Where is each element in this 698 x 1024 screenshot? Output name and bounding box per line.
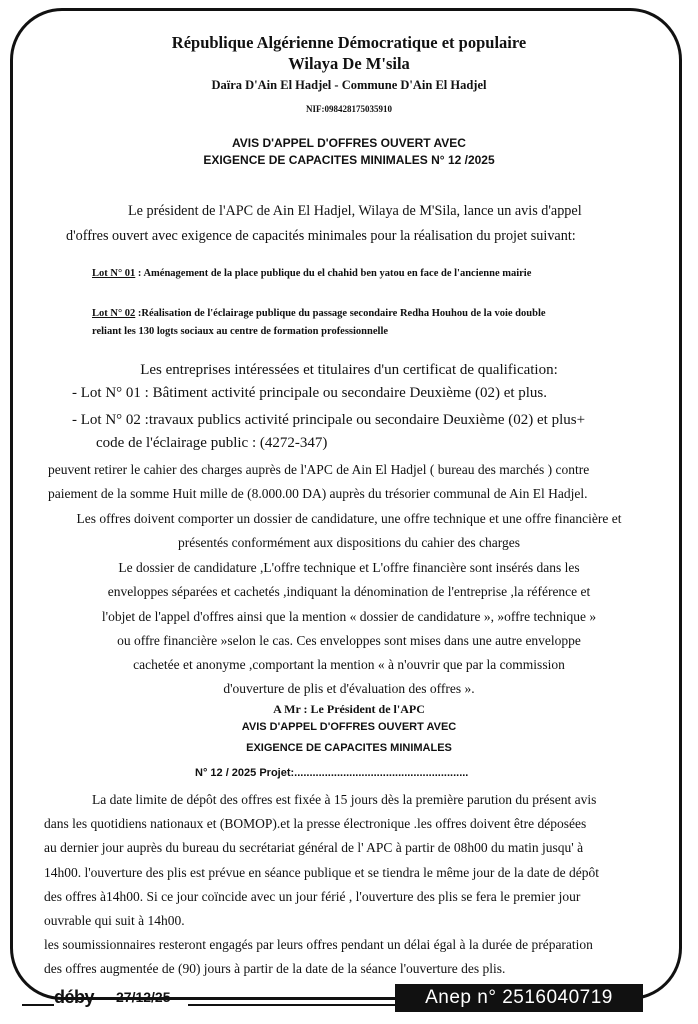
lot2-line2: reliant les 130 logts sociaux au centre de formation professionnelle xyxy=(92,326,389,337)
projet-line: N° 12 / 2025 Projet:......................................................... xyxy=(195,767,469,779)
footer-rule-middle xyxy=(188,1004,395,1006)
body-line9: cachetée et anonyme ,comportant la mention « à n'ouvrir que par la commission xyxy=(133,657,565,672)
deadline-line6: ouvrable qui suit à 14h00. xyxy=(44,913,185,928)
header-daira: Daïra D'Ain El Hadjel - Commune D'Ain El Hadjel xyxy=(211,78,487,92)
address-title2: EXIGENCE DE CAPACITES MINIMALES xyxy=(246,742,452,754)
intro-line2: d'offres ouvert avec exigence de capacités minimales pour la réalisation du projet suivant: xyxy=(66,228,576,244)
deadline-line3: au dernier jour auprès du bureau du secrétariat général de l' APC à partir de 08h00 du matin jusqu' à xyxy=(44,840,584,855)
body-line5: Le dossier de candidature ,L'offre technique et L'offre financière sont insérés dans les xyxy=(118,560,580,575)
lot2-text: :Réalisation de l'éclairage publique du passage secondaire Redha Houhou de la voie double xyxy=(135,308,546,319)
lot1-line xyxy=(92,268,531,279)
body-line10: d'ouverture de plis et d'évaluation des offres ». xyxy=(223,681,475,696)
lot1-text: : Aménagement de la place publique du el chahid ben yatou en face de l'ancienne mairie xyxy=(135,268,532,279)
title-line1: AVIS D'APPEL D'OFFRES OUVERT AVEC xyxy=(232,136,466,150)
deadline-line5: des offres à14h00. Si ce jour coïncide avec un jour férié , l'ouverture des plis se fera le premier jour xyxy=(44,889,581,904)
deadline-line2: dans les quotidiens nationaux et (BOMOP).et la presse électronique .les offres doivent être déposées xyxy=(44,816,587,831)
deadline-line4: 14h00. l'ouverture des plis est prévue en séance publique et se tiendra le même jour de la date de dépôt xyxy=(44,865,599,880)
qualification-intro: Les entreprises intéressées et titulaires d'un certificat de qualification: xyxy=(140,362,558,378)
header-wilaya: Wilaya De M'sila xyxy=(288,54,410,73)
intro-line1: Le président de l'APC de Ain El Hadjel, Wilaya de M'Sila, lance un avis d'appel xyxy=(128,203,582,219)
footer-date: 27/12/25 xyxy=(116,989,171,1005)
body-line3: Les offres doivent comporter un dossier de candidature, une offre technique et une offre financière et xyxy=(76,511,622,526)
body-line8: ou offre financière »selon le cas. Ces enveloppes sont mises dans une autre enveloppe xyxy=(117,633,581,648)
qualification-item2: - Lot N° 02 :travaux publics activité principale ou secondaire Deuxième (02) et plus+ xyxy=(72,412,586,428)
deadline-line1: La date limite de dépôt des offres est fixée à 15 jours dès la première parution du présent avis xyxy=(92,792,597,807)
header-nif: NIF:098428175035910 xyxy=(306,104,392,114)
qualification-item2-code: code de l'éclairage public : (4272-347) xyxy=(96,435,328,451)
lot2-label: Lot N° 02 xyxy=(92,308,136,319)
lot1-label: Lot N° 01 xyxy=(92,268,136,279)
qualification-item1: - Lot N° 01 : Bâtiment activité principale ou secondaire Deuxième (02) et plus. xyxy=(72,385,548,401)
anep-number-badge: Anep n° 2516040719 xyxy=(395,984,643,1012)
engagement-line1: les soumissionnaires resteront engagés par leurs offres pendant un délai égal à la durée de préparation xyxy=(44,937,593,952)
address-line: A Mr : Le Président de l'APC xyxy=(273,702,425,716)
body-line4: présentés conformément aux dispositions du cahier des charges xyxy=(177,535,521,550)
body-line6: enveloppes séparées et cachetés ,indiquant la dénomination de l'entreprise ,la référence et xyxy=(107,584,591,599)
footer-rule-left xyxy=(22,1004,54,1006)
address-title1: AVIS D'APPEL D'OFFRES OUVERT AVEC xyxy=(241,721,457,733)
engagement-line2: des offres augmentée de (90) jours à partir de la date de la séance l'ouverture des plis. xyxy=(44,961,506,976)
dely-logo: déby xyxy=(54,987,95,1007)
body-line7: l'objet de l'appel d'offres ainsi que la mention « dossier de candidature », »offre technique » xyxy=(101,609,597,624)
body-line1: peuvent retirer le cahier des charges auprès de l'APC de Ain El Hadjel ( bureau des marchés ) contre xyxy=(48,462,590,477)
body-line2: paiement de la somme Huit mille de (8.000.00 DA) auprès du trésorier communal de Ain El Hadjel. xyxy=(48,486,588,501)
title-line2: EXIGENCE DE CAPACITES MINIMALES N° 12 /2025 xyxy=(203,153,495,167)
header-republic: République Algérienne Démocratique et populaire xyxy=(171,33,527,52)
lot2-line xyxy=(92,308,546,319)
